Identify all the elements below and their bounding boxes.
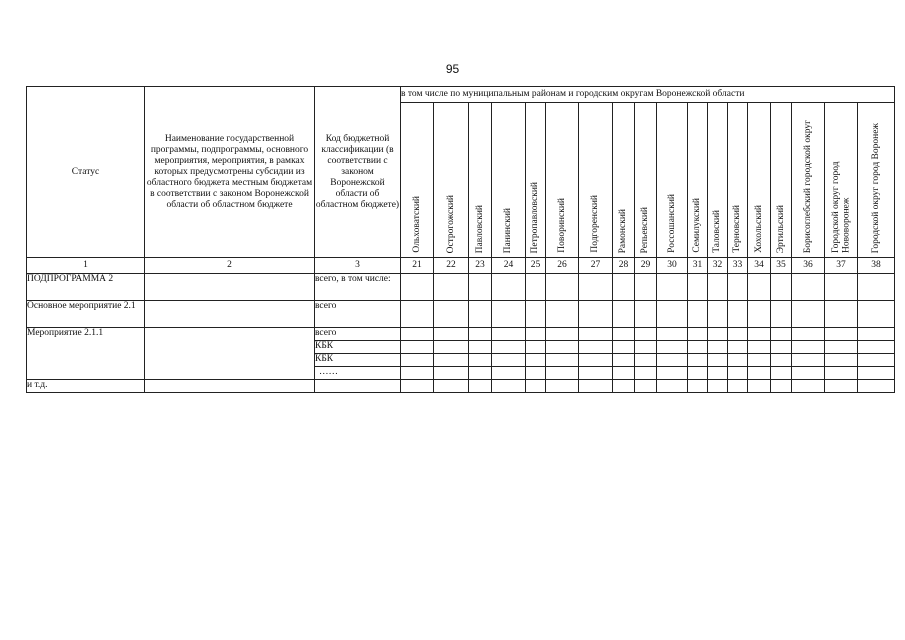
row-code: КБК [315,341,401,354]
column-number: 34 [748,258,771,274]
header-code: Код бюджетной классификации (в соответствии с законом Воронежской области об областном бюджете) [315,87,401,258]
column-number: 33 [728,258,748,274]
header-district: Павловский [469,103,492,258]
table-row [27,328,895,341]
column-number: 22 [434,258,469,274]
row-code: всего [315,328,401,341]
column-number: 25 [526,258,546,274]
header-district: Панинский [492,103,526,258]
table-row [27,301,895,328]
column-number: 35 [771,258,792,274]
column-number: 37 [825,258,858,274]
column-number: 27 [579,258,613,274]
column-number: 31 [688,258,708,274]
row-status: Мероприятие 2.1.1 [27,328,145,380]
column-number: 23 [469,258,492,274]
header-district: Терновский [728,103,748,258]
column-number: 2 [145,258,315,274]
header-district: Петропавловский [526,103,546,258]
header-district: Эртильский [771,103,792,258]
header-district: Россошанский [657,103,688,258]
column-number: 29 [635,258,657,274]
header-district: Подгоренский [579,103,613,258]
column-number: 1 [27,258,145,274]
header-name: Наименование государственной программы, подпрограммы, основного мероприятия, мероприятия, в рамках которых предусмотрены субсидии из областного бюджета местным бюджетам в соответствии с законом Воронежской области об областном бюджете [145,87,315,258]
row-status: Основное мероприятие 2.1 [27,301,145,328]
row-status: и т.д. [27,380,145,393]
header-district: Рамонский [613,103,635,258]
column-number: 36 [792,258,825,274]
column-number: 30 [657,258,688,274]
header-district: Поворинский [546,103,579,258]
header-district: Семилукский [688,103,708,258]
header-district: Городской округ город Нововоронеж [825,103,858,258]
header-district: Острогожский [434,103,469,258]
row-code: всего, в том числе: [315,274,401,301]
page-number: 95 [445,62,460,76]
column-number: 3 [315,258,401,274]
column-number: 38 [858,258,895,274]
header-district: Городской округ город Воронеж [858,103,895,258]
column-number: 28 [613,258,635,274]
column-number: 32 [708,258,728,274]
row-code: КБК [315,354,401,367]
header-district: Ольховатский [401,103,434,258]
header-status: Статус [27,87,145,258]
row-code: …… [315,367,401,380]
row-status: ПОДПРОГРАММА 2 [27,274,145,301]
table-row [27,380,895,393]
header-district: Таловский [708,103,728,258]
column-number: 26 [546,258,579,274]
column-number: 24 [492,258,526,274]
header-district: Хохольский [748,103,771,258]
header-districts-group: в том числе по муниципальным районам и городским округам Воронежской области [401,87,895,103]
header-district: Репьевский [635,103,657,258]
row-code [315,380,401,393]
subsidy-distribution-table [26,86,895,393]
header-district: Борисоглебский городской округ [792,103,825,258]
row-code: всего [315,301,401,328]
table-row [27,274,895,301]
column-number: 21 [401,258,434,274]
